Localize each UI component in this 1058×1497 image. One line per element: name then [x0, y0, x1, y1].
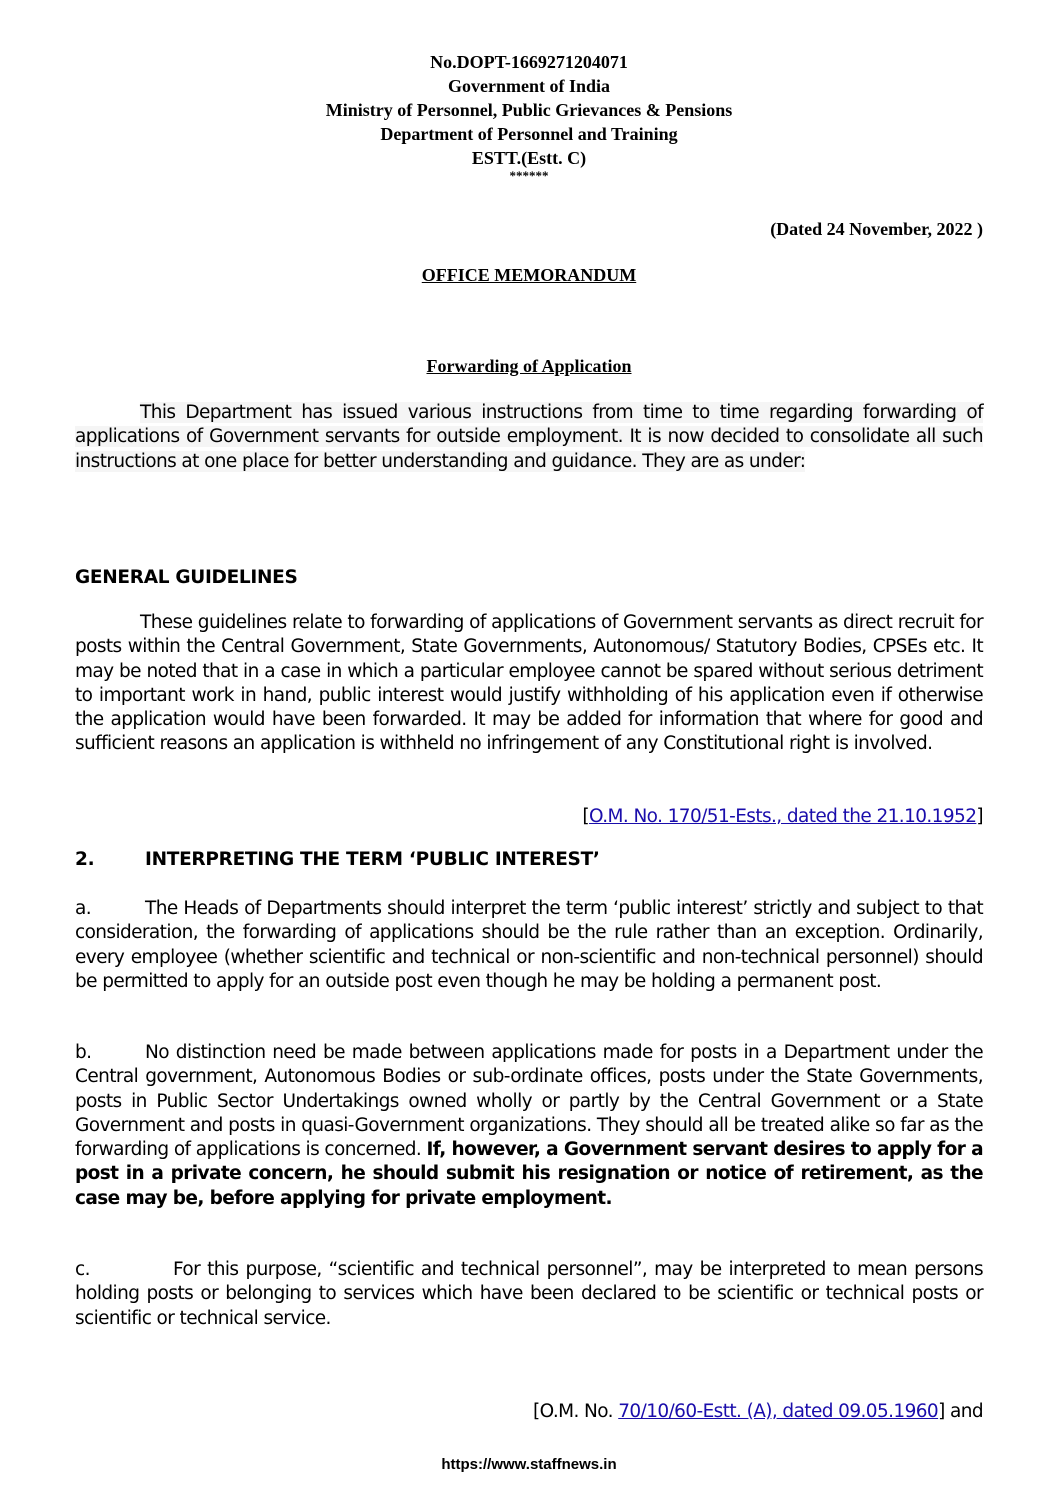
om-1952-link[interactable]: O.M. No. 170/51-Ests., dated the 21.10.1952 [589, 806, 977, 827]
section-number: 2. [75, 849, 95, 870]
para-bold-text: If, however, a Government servant desires to apply for a post in a private concern, he should submit his resignation or notice of retirement, as the case may be, before applying for private employment. [75, 1139, 984, 1209]
section-name: ESTT.(Estt. C) [471, 148, 587, 168]
para-c [75, 1258, 983, 1331]
date-line: (Dated 24 November, 2022 ) [770, 219, 983, 239]
section-title: INTERPRETING THE TERM ‘PUBLIC INTEREST’ [145, 849, 600, 870]
bracket: ] [976, 806, 983, 827]
intro-text: This Department has issued various instructions from time to time regarding forwarding of applications of Government servants for outside employment. It is now decided to consolidate all such instructions at one place for better understanding and guidance. They are as under: [75, 402, 983, 472]
separator-stars: ****** [509, 168, 549, 183]
memorandum-title: OFFICE MEMORANDUM [421, 265, 637, 285]
om-1960-link[interactable]: 70/10/60-Estt. (A), dated 09.05.1960 [618, 1401, 939, 1422]
para-text: The Heads of Departments should interpret the term ‘public interest’ strictly and subject to that consideration, the forwarding of applications should be the rule rather than an exception. Ordinarily, every employee (whether scientific and technical or non-scientific and non-technical personnel) should be permitted to apply for an outside post even though he may be holding a permanent post. [75, 898, 983, 992]
ref-suffix: ] and [938, 1401, 983, 1422]
para-label: c. [75, 1259, 90, 1280]
para-b [75, 1041, 983, 1211]
bracket: [ [582, 806, 590, 827]
ministry-name: Ministry of Personnel, Public Grievances & Pensions [325, 100, 733, 120]
para-a [75, 897, 983, 994]
general-guidelines-paragraph: These guidelines relate to forwarding of applications of Government servants as direct recruit for posts within the Central Government, State Governments, Autonomous/ Statutory Bodies, CPSEs etc. It may be noted that in a case in which a particular employee cannot be spared without serious detriment to important work in hand, public interest would justify withholding of his application even if otherwise the application would have been forwarded. It may be added for information that where for good and sufficient reasons an application is withheld no infringement of any Constitutional right is involved. [75, 612, 983, 755]
section-2-heading [75, 849, 600, 870]
subject-title: Forwarding of Application [426, 356, 632, 376]
ref-prefix: [O.M. No. [532, 1401, 619, 1422]
reference-1960 [533, 1401, 983, 1422]
para-text: For this purpose, “scientific and technical personnel”, may be interpreted to mean persons holding posts or belonging to services which have been declared to be scientific or technical posts or scientific or technical service. [75, 1259, 983, 1329]
para-label: b. [75, 1042, 92, 1063]
intro-paragraph [75, 401, 983, 474]
letterhead [0, 50, 1058, 182]
para-text: No distinction need be made between applications made for posts in a Department under the Central government, Autonomous Bodies or sub-ordinate offices, posts under the State Governments, posts in Public Sector Undertakings owned wholly or partly by the Central Government or a State Government and posts in quasi-Government organizations. They should all be treated alike so far as the forwarding of applications is concerned. [75, 1042, 983, 1161]
document-number: No.DOPT-1669271204071 [430, 52, 628, 72]
para-label: a. [75, 898, 92, 919]
government-name: Government of India [448, 76, 610, 96]
department-name: Department of Personnel and Training [380, 124, 678, 144]
footer-url[interactable]: https://www.staffnews.in [441, 1456, 617, 1473]
general-guidelines-heading: GENERAL GUIDELINES [75, 567, 298, 588]
reference-1952 [582, 806, 983, 827]
